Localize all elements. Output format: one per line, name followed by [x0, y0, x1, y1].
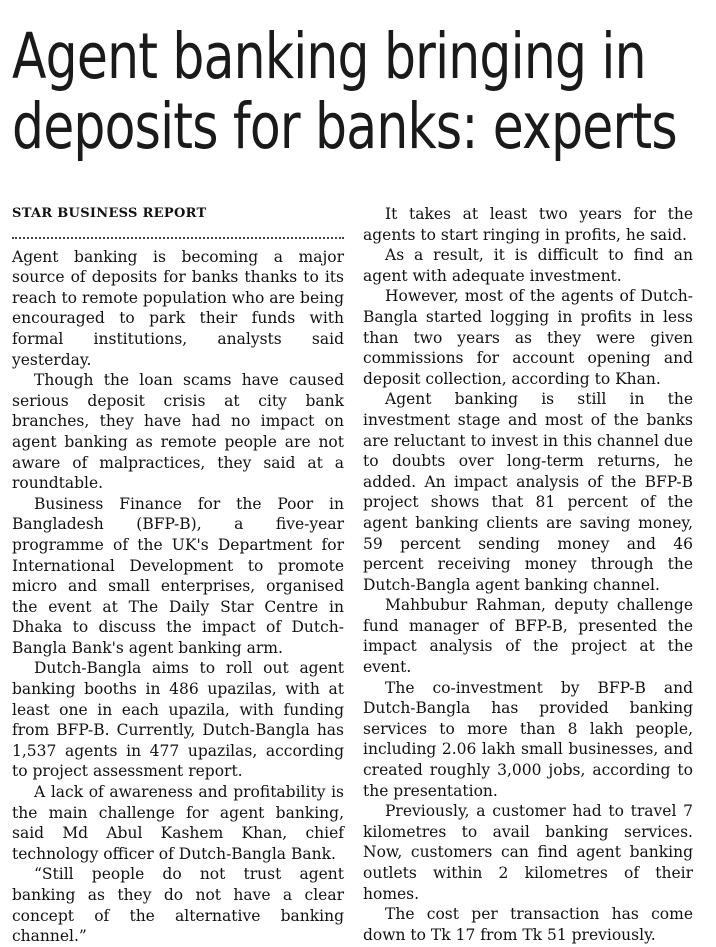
paragraph: Business Finance for the Poor in Bangladesh (BFP-B), a five-year programme of the UK's Department for International Development to promote micro and small enterprises, organised the event at The Daily Star Centre in Dhaka to discuss the impact of Dutch-Bangla Bank's agent banking arm.	[12, 494, 344, 657]
paragraph: It takes at least two years for the agents to start ringing in profits, he said.	[363, 205, 693, 244]
paragraph: However, most of the agents of Dutch-Bangla started logging in profits in less than two years as they were given commissions for account opening and deposit collection, according to Khan.	[363, 287, 693, 388]
headline	[12, 20, 677, 163]
paragraph: The cost per transaction has come down to Tk 17 from Tk 51 previously.	[363, 905, 693, 944]
paragraph: Though the loan scams have caused serious deposit crisis at city bank branches, they have had no impact on agent banking as remote people are not aware of malpractices, they said at a roundtable.	[12, 371, 344, 493]
headline-line-1: Agent banking bringing in	[12, 20, 646, 93]
paragraph: Mahbubur Rahman, deputy challenge fund manager of BFP-B, presented the impact analysis of the project at the event.	[363, 596, 693, 677]
paragraph: A lack of awareness and profitability is the main challenge for agent banking, said Md Abul Kashem Khan, chief technology officer of Dutch-Bangla Bank.	[12, 783, 344, 863]
headline-line-2: deposits for banks: experts	[12, 90, 677, 163]
article-column-right	[363, 204, 693, 945]
paragraph: Agent banking is still in the investment stage and most of the banks are reluctant to invest in this channel due to doubts over long-term returns, he added. An impact analysis of the BFP-B project shows that 81 percent of the agent banking clients are saving money, 59 percent sending money and 46 percent receiving money through the Dutch-Bangla agent banking channel.	[363, 390, 693, 594]
byline-divider	[12, 237, 344, 239]
paragraph: As a result, it is difficult to find an agent with adequate investment.	[363, 246, 693, 285]
paragraph: Dutch-Bangla aims to roll out agent banking booths in 486 upazilas, with at least one in each upazila, with funding from BFP-B. Currently, Dutch-Bangla has 1,537 agents in 477 upazilas, according to project assessment report.	[12, 659, 344, 781]
article-column-left	[12, 200, 344, 947]
paragraph: The co-investment by BFP-B and Dutch-Bangla has provided banking services to more than 8 lakh people, including 2.06 lakh small businesses, and created roughly 3,000 jobs, according to the presentation.	[363, 678, 693, 800]
byline: STAR BUSINESS REPORT	[12, 206, 207, 221]
paragraph: Agent banking is becoming a major source of deposits for banks thanks to its reach to remote population who are being encouraged to park their funds with formal institutions, analysts said yesterday.	[12, 247, 344, 369]
paragraph: “Still people do not trust agent banking as they do not have a clear concept of the alternative banking channel.”	[12, 865, 344, 946]
paragraph: Previously, a customer had to travel 7 kilometres to avail banking services. Now, customers can find agent banking outlets within 2 kilometres of their homes.	[363, 802, 693, 903]
